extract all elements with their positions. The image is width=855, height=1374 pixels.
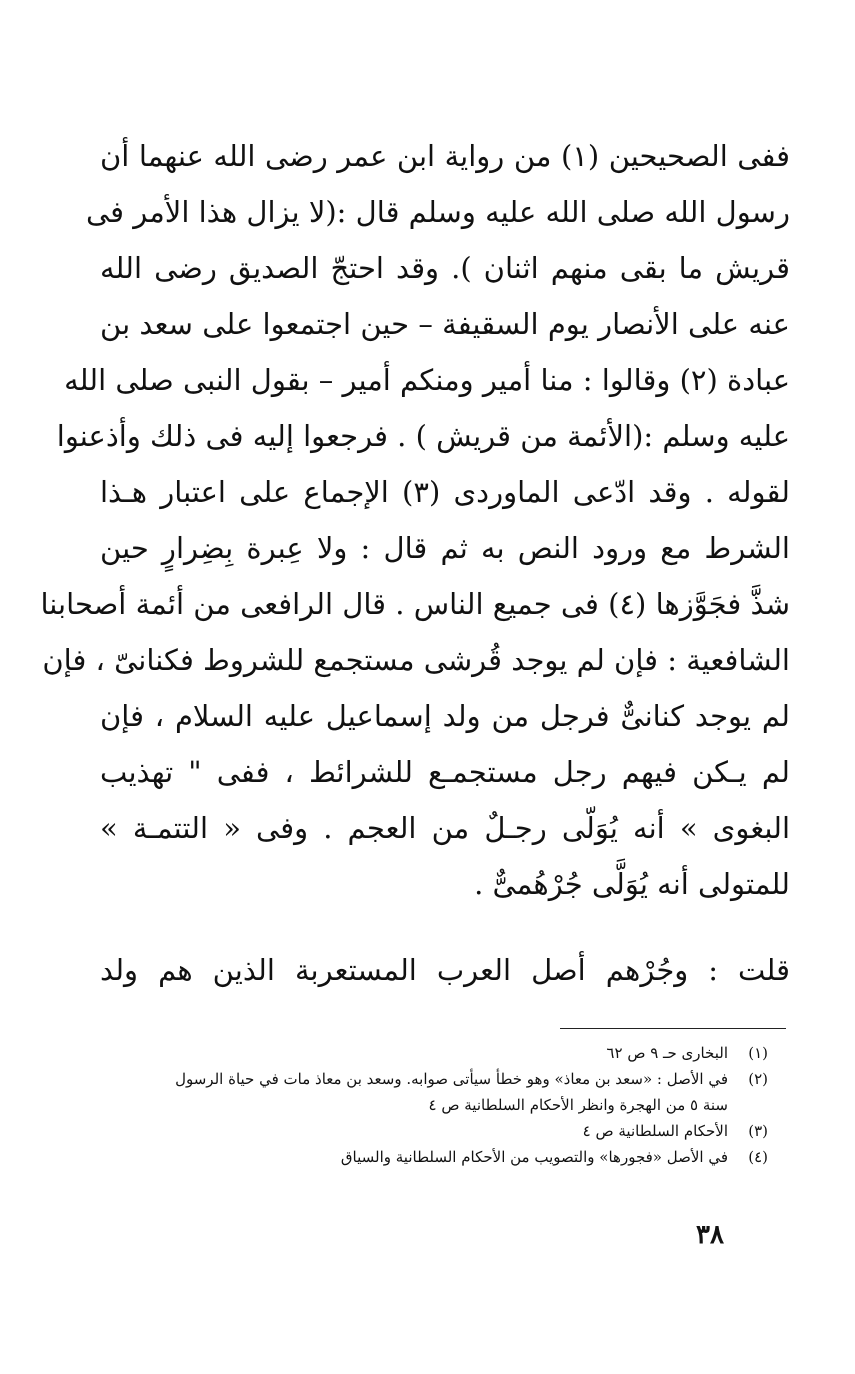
text-line: عبادة (٢) وقالوا : منا أمير ومنكم أمير – بقول النبى صلى الله (64, 363, 790, 397)
text-line: للمتولى أنه يُوَلَّى جُرْهُمىٌّ . (474, 867, 790, 901)
footnote-separator (560, 1028, 786, 1029)
footnote-1 (100, 1040, 768, 1066)
footnote-4 (100, 1144, 768, 1170)
footnote-number: (٤) (748, 1148, 768, 1166)
main-text (40, 128, 790, 998)
text-line: الشرط مع ورود النص به ثم قال : ولا عِبرة بِضِرارٍ حين (100, 531, 790, 565)
text-line: لقوله . وقد ادّعى الماوردى (٣) الإجماع على اعتبار هـذا (100, 475, 790, 509)
new-paragraph-line: قلت : وجُرْهم أصل العرب المستعربة الذين هم ولد (100, 953, 790, 987)
footnotes (100, 1040, 768, 1170)
text-line: لم يـكن فيهم رجل مستجمـع للشرائط ، ففى " تهذيب (100, 755, 790, 789)
footnote-number: (٣) (748, 1122, 768, 1140)
footnote-line: سنة ٥ من الهجرة وانظر الأحكام السلطانية ص ٤ (428, 1096, 728, 1114)
text-line: عليه وسلم :(الأئمة من قريش ) . فرجعوا إليه فى ذلك وأذعنوا (56, 419, 790, 453)
text-line: البغوى » أنه يُوَلّى رجـلٌ من العجم . وفى « التتمـة » (100, 811, 790, 845)
text-line: لم يوجد كنانىٌّ فرجل من ولد إسماعيل عليه السلام ، فإن (100, 699, 790, 733)
footnote-text (100, 1118, 728, 1144)
text-line: قريش ما بقى منهم اثنان ). وقد احتجّ الصديق رضى الله (100, 251, 790, 285)
footnote-text (100, 1144, 728, 1170)
footnote-line: في الأصل «فجورها» والتصويب من الأحكام السلطانية والسياق (340, 1148, 728, 1166)
text-line: رسول الله صلى الله عليه وسلم قال :(لا يزال هذا الأمر فى (86, 195, 790, 229)
footnote-line: الأحكام السلطانية ص ٤ (582, 1122, 728, 1140)
footnote-number: (٢) (748, 1070, 768, 1088)
paragraph-gap (100, 912, 790, 942)
footnote-line: البخارى حـ ٩ ص ٦٢ (606, 1044, 728, 1062)
page-number: ٣٨ (696, 1220, 724, 1250)
footnote-text (100, 1040, 728, 1066)
text-line: شذَّ فجَوَّزها (٤) فى جميع الناس . قال الرافعى من أئمة أصحابنا (40, 587, 790, 621)
footnote-text (100, 1066, 728, 1118)
text-line: ففى الصحيحين (١) من رواية ابن عمر رضى الله عنهما أن (100, 139, 790, 173)
footnote-number: (١) (748, 1044, 768, 1062)
footnote-3 (100, 1118, 768, 1144)
text-line: الشافعية : فإن لم يوجد قُرشى مستجمع للشروط فكنانىّ ، فإن (42, 643, 790, 677)
footnote-line: في الأصل : «سعد بن معاذ» وهو خطأ سيأتى صوابه. وسعد بن معاذ مات في حياة الرسول (175, 1070, 728, 1088)
text-line: عنه على الأنصار يوم السقيفة – حين اجتمعوا على سعد بن (100, 307, 790, 341)
footnote-2 (100, 1066, 768, 1118)
